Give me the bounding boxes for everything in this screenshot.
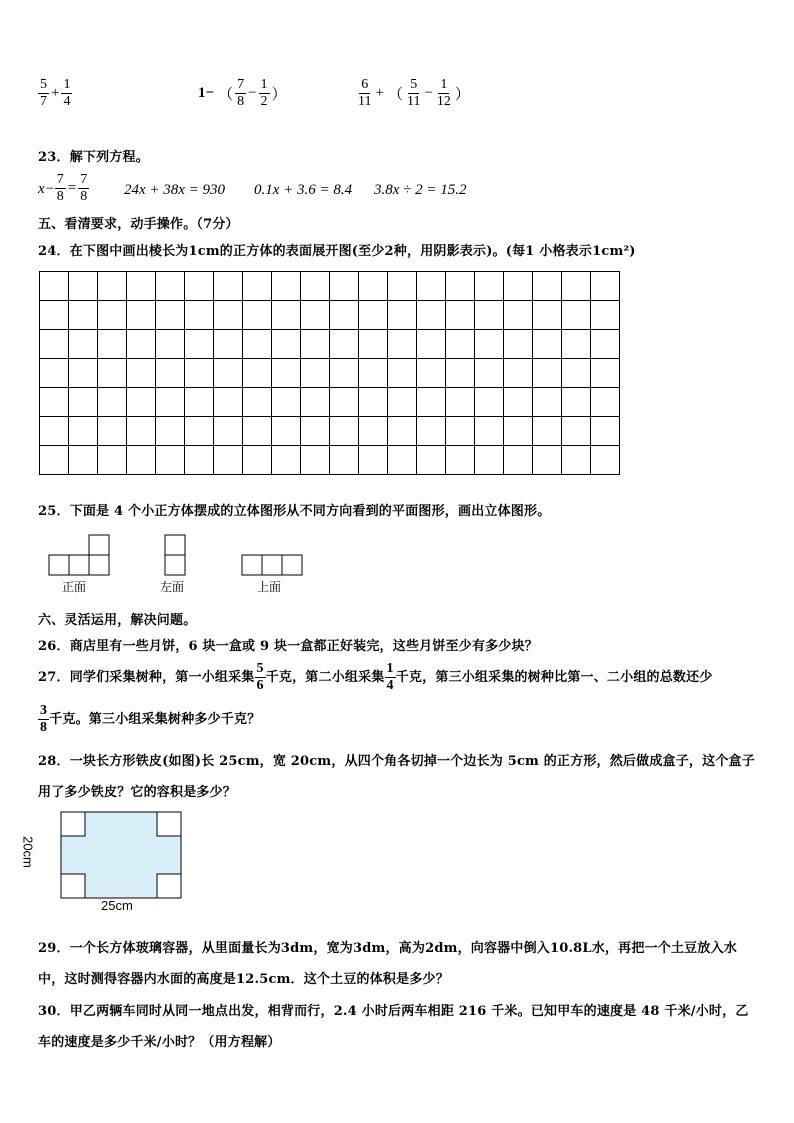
grid-cell[interactable] (330, 446, 359, 475)
grid-cell[interactable] (388, 359, 417, 388)
operator: 1− (198, 85, 215, 101)
grid-cell[interactable] (127, 272, 156, 301)
grid-cell[interactable] (330, 388, 359, 417)
grid-cell[interactable] (562, 272, 591, 301)
grid-cell[interactable] (330, 272, 359, 301)
grid-cell[interactable] (417, 330, 446, 359)
fraction: $\frac{1}{12}$ (436, 77, 451, 109)
grid-cell[interactable] (98, 301, 127, 330)
grid-cell[interactable] (301, 359, 330, 388)
grid-cell[interactable] (504, 446, 533, 475)
grid-cell[interactable] (562, 417, 591, 446)
question-29-line-1: 29．一个长方体玻璃容器，从里面量长为3dm，宽为3dm，高为2dm，向容器中倒入10.8L水，再把一个土豆放入水 (38, 941, 737, 956)
grid-cell[interactable] (69, 417, 98, 446)
grid-cell[interactable] (127, 301, 156, 330)
grid-cell[interactable] (272, 301, 301, 330)
grid-cell[interactable] (475, 330, 504, 359)
grid-cell[interactable] (156, 272, 185, 301)
grid-cell[interactable] (446, 417, 475, 446)
grid-cell[interactable] (156, 359, 185, 388)
grid-cell[interactable] (243, 417, 272, 446)
grid-cell[interactable] (533, 446, 562, 475)
grid-cell[interactable] (591, 272, 620, 301)
grid-cell[interactable] (243, 330, 272, 359)
fraction: $\frac{3}{8}$ (40, 703, 48, 735)
question-29-line-2: 中，这时测得容器内水面的高度是12.5cm．这个土豆的体积是多少？ (38, 972, 449, 987)
grid-cell[interactable] (330, 417, 359, 446)
grid-cell[interactable] (533, 417, 562, 446)
grid-cell[interactable] (156, 417, 185, 446)
left-view-label: 左面 (160, 580, 185, 594)
grid-cell[interactable] (475, 301, 504, 330)
grid-cell[interactable] (214, 417, 243, 446)
calc-expr-3 (356, 78, 472, 109)
front-view-label: 正面 (62, 580, 87, 594)
grid-cell[interactable] (446, 330, 475, 359)
grid-row (40, 446, 620, 475)
calc-expr-1 (38, 78, 72, 109)
grid-cell[interactable] (272, 330, 301, 359)
grid-cell[interactable] (388, 330, 417, 359)
grid-cell[interactable] (591, 417, 620, 446)
grid-cell[interactable] (504, 330, 533, 359)
grid-cell[interactable] (446, 446, 475, 475)
grid-cell[interactable] (98, 446, 127, 475)
front-view (49, 535, 109, 575)
length-label: 25cm (101, 898, 133, 913)
grid-cell[interactable] (272, 446, 301, 475)
question-27-line-2: $\frac{3}{8}$ 千克。第三小组采集树种多少千克？ (40, 703, 261, 735)
grid-cell[interactable] (156, 388, 185, 417)
grid-cell[interactable] (69, 272, 98, 301)
grid-cell[interactable] (446, 388, 475, 417)
grid-cell[interactable] (185, 272, 214, 301)
grid-cell[interactable] (69, 359, 98, 388)
grid-cell[interactable] (98, 272, 127, 301)
grid-cell[interactable] (591, 359, 620, 388)
equation-4: 3.8x ÷ 2 = 15.2 (374, 182, 467, 198)
grid-row (40, 417, 620, 446)
fraction: $\frac{1}{2}$ (260, 77, 268, 109)
fraction: $\frac{7}{8}$ (80, 172, 88, 204)
grid-cell[interactable] (504, 272, 533, 301)
grid-cell[interactable] (388, 388, 417, 417)
grid-cell[interactable] (243, 388, 272, 417)
fraction: $\frac{1}{4}$ (63, 77, 71, 109)
question-26: 26．商店里有一些月饼，6 块一盒或 9 块一盒都正好装完，这些月饼至少有多少块？ (38, 639, 538, 654)
grid-cell[interactable] (475, 272, 504, 301)
grid-cell[interactable] (214, 272, 243, 301)
grid-cell[interactable] (98, 417, 127, 446)
grid-cell[interactable] (301, 388, 330, 417)
question-27-line-1: 27．同学们采集树种，第一小组采集 $\frac{5}{6}$ 千克，第二小组采集 $\frac{1}{4}$ 千克，第三小组采集的树种比第一、二小组的总数还少 (38, 661, 713, 693)
grid-cell[interactable] (504, 417, 533, 446)
grid-cell[interactable] (562, 446, 591, 475)
fraction: $\frac{1}{4}$ (386, 661, 394, 693)
grid-cell[interactable] (591, 446, 620, 475)
grid-cell[interactable] (504, 388, 533, 417)
grid-cell[interactable] (40, 417, 69, 446)
grid-cell[interactable] (98, 388, 127, 417)
paren: ） (271, 87, 287, 103)
grid-cell[interactable] (301, 446, 330, 475)
grid-cell[interactable] (359, 417, 388, 446)
top-view (242, 555, 302, 575)
grid-cell[interactable] (40, 359, 69, 388)
grid-cell[interactable] (301, 301, 330, 330)
question-28-line-1: 28．一块长方形铁皮(如图)长 25cm，宽 20cm，从四个角各切掉一个边长为 5cm 的正方形，然后做成盒子，这个盒子 (38, 754, 755, 769)
operator: − (248, 85, 257, 101)
grid-cell[interactable] (359, 388, 388, 417)
grid-cell[interactable] (69, 446, 98, 475)
grid-cell[interactable] (185, 301, 214, 330)
grid-cell[interactable] (243, 359, 272, 388)
grid-row (40, 359, 620, 388)
grid-cell[interactable] (330, 301, 359, 330)
fraction: $\frac{5}{7}$ (40, 77, 47, 109)
grid-row (40, 388, 620, 417)
grid-cell[interactable] (69, 330, 98, 359)
grid-cell[interactable] (98, 330, 127, 359)
grid-cell[interactable] (446, 272, 475, 301)
grid-cell[interactable] (185, 446, 214, 475)
grid-row (40, 330, 620, 359)
paren: （ (387, 87, 403, 103)
grid-cell[interactable] (272, 359, 301, 388)
grid-cell[interactable] (272, 272, 301, 301)
question-30-line-1: 30．甲乙两辆车同时从同一地点出发，相背而行，2.4 小时后两车相距 216 千米。已知甲车的速度是 48 千米/小时，乙 (38, 1004, 749, 1019)
grid-cell[interactable] (69, 301, 98, 330)
width-label: 20cm (20, 836, 36, 868)
grid-cell[interactable] (533, 388, 562, 417)
grid-cell[interactable] (214, 330, 243, 359)
grid-cell[interactable] (417, 388, 446, 417)
grid-cell[interactable] (359, 330, 388, 359)
grid-cell[interactable] (533, 272, 562, 301)
grid-cell[interactable] (127, 446, 156, 475)
question-24: 24．在下图中画出棱长为1cm的正方体的表面展开图(至少2种，用阴影表示)。(每1 小格表示1cm²) (38, 244, 636, 259)
grid-cell[interactable] (301, 417, 330, 446)
grid-cell[interactable] (214, 301, 243, 330)
question-23: 23．解下列方程。 (38, 150, 149, 165)
grid-cell[interactable] (330, 359, 359, 388)
grid-cell[interactable] (243, 301, 272, 330)
grid-cell[interactable] (301, 330, 330, 359)
question-30-line-2: 车的速度是多少千米/小时？（用方程解） (38, 1035, 281, 1050)
fraction: $\frac{6}{11}$ (358, 77, 372, 109)
fraction: $\frac{7}{8}$ (56, 172, 64, 204)
grid-row (40, 272, 620, 301)
grid-cell[interactable] (127, 388, 156, 417)
grid-cell[interactable] (272, 388, 301, 417)
section-6-heading: 六、灵活运用，解决问题。 (38, 613, 197, 628)
question-25: 25．下面是 4 个小正方体摆成的立体图形从不同方向看到的平面图形，画出立体图形。 (38, 504, 551, 519)
grid-cell[interactable] (98, 359, 127, 388)
grid-cell[interactable] (127, 330, 156, 359)
left-view (165, 535, 185, 575)
top-view-label: 上面 (257, 580, 282, 594)
grid-cell[interactable] (562, 359, 591, 388)
section-5-heading: 五、看清要求，动手操作。（7分） (38, 217, 239, 232)
grid-cell[interactable] (417, 301, 446, 330)
operator: + (375, 85, 384, 101)
grid-cell[interactable] (504, 301, 533, 330)
grid-cell[interactable] (69, 388, 98, 417)
grid-cell[interactable] (591, 330, 620, 359)
paren: （ (218, 87, 234, 103)
grid-cell[interactable] (388, 417, 417, 446)
drawing-grid[interactable] (39, 271, 620, 475)
grid-cell[interactable] (156, 301, 185, 330)
grid-cell[interactable] (243, 446, 272, 475)
paren: ） (454, 87, 470, 103)
operator: − (424, 85, 433, 101)
calc-expr-2 (196, 78, 289, 109)
grid-cell[interactable] (359, 446, 388, 475)
grid-cell[interactable] (40, 272, 69, 301)
grid-cell[interactable] (214, 359, 243, 388)
grid-cell[interactable] (417, 446, 446, 475)
grid-cell[interactable] (562, 330, 591, 359)
grid-cell[interactable] (417, 359, 446, 388)
grid-cell[interactable] (185, 388, 214, 417)
grid-cell[interactable] (156, 330, 185, 359)
grid-cell[interactable] (214, 388, 243, 417)
grid-cell[interactable] (388, 301, 417, 330)
grid-cell[interactable] (417, 417, 446, 446)
grid-cell[interactable] (475, 446, 504, 475)
question-28-line-2: 用了多少铁皮？它的容积是多少？ (38, 785, 237, 800)
grid-cell[interactable] (475, 359, 504, 388)
grid-cell[interactable] (243, 272, 272, 301)
grid-cell[interactable] (388, 272, 417, 301)
operator: + (51, 85, 60, 101)
grid-cell[interactable] (272, 417, 301, 446)
grid-cell[interactable] (562, 388, 591, 417)
grid-cell[interactable] (127, 359, 156, 388)
grid-cell[interactable] (446, 301, 475, 330)
grid-cell[interactable] (40, 330, 69, 359)
grid-cell[interactable] (301, 272, 330, 301)
fraction: $\frac{5}{6}$ (256, 661, 264, 693)
grid-cell[interactable] (359, 272, 388, 301)
grid-cell[interactable] (40, 301, 69, 330)
grid-cell[interactable] (446, 359, 475, 388)
grid-cell[interactable] (359, 301, 388, 330)
grid-cell[interactable] (388, 446, 417, 475)
grid-cell[interactable] (214, 446, 243, 475)
equation-2: 24x + 38x = 930 (124, 182, 226, 198)
grid-cell[interactable] (185, 330, 214, 359)
equation-1: x− $\frac{7}{8}$ = $\frac{7}{8}$ (38, 172, 88, 204)
grid-cell[interactable] (127, 417, 156, 446)
grid-cell[interactable] (40, 388, 69, 417)
fraction: $\frac{7}{8}$ (237, 77, 245, 109)
grid-cell[interactable] (330, 330, 359, 359)
equation-3: 0.1x + 3.6 = 8.4 (254, 182, 353, 198)
grid-cell[interactable] (533, 359, 562, 388)
grid-cell[interactable] (40, 446, 69, 475)
grid-cell[interactable] (591, 301, 620, 330)
grid-cell[interactable] (185, 417, 214, 446)
fraction: $\frac{5}{11}$ (406, 77, 421, 109)
grid-cell[interactable] (591, 388, 620, 417)
grid-cell[interactable] (533, 301, 562, 330)
grid-row (40, 301, 620, 330)
grid-cell[interactable] (185, 359, 214, 388)
grid-cell[interactable] (417, 272, 446, 301)
grid-cell[interactable] (533, 330, 562, 359)
grid-cell[interactable] (359, 359, 388, 388)
grid-cell[interactable] (156, 446, 185, 475)
grid-cell[interactable] (475, 417, 504, 446)
grid-cell[interactable] (475, 388, 504, 417)
grid-cell[interactable] (562, 301, 591, 330)
grid-cell[interactable] (504, 359, 533, 388)
